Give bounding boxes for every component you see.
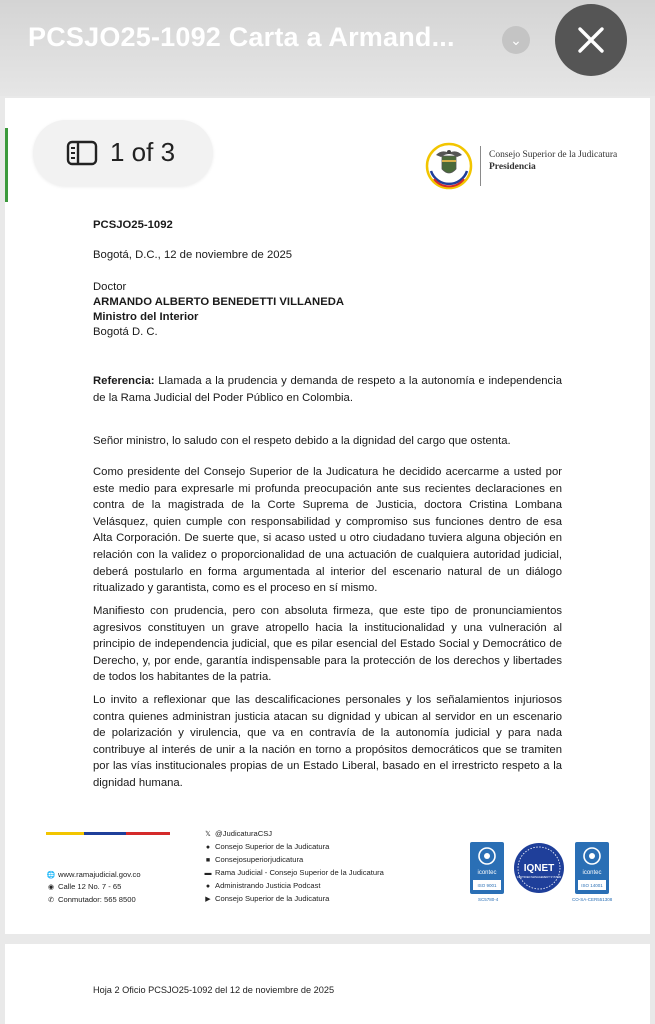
colombia-coat-of-arms-logo [424,141,474,191]
social-link[interactable]: ● Administrando Justicia Podcast [203,881,321,890]
tv-icon: ▬ [204,870,212,877]
page-indicator[interactable] [33,120,213,186]
iqnet-badge [513,842,565,894]
paragraph-3: Lo invito a reflexionar que las descalificaciones personales y los señalamientos injuriosos contra quienes administran justicia atacan su dignidad y ubican al servidor en un escenario de polarización y virulencia, que va en contravía de la autonomía judicial y para nada contribuye al interés de unir a la nación en torno a propósitos democráticos que se tramiten por las vías institucionales propias de un Estado Liberal, basado en el irrestricto respeto a la dignidad humana. [93,694,562,789]
page-2-header: Hoja 2 Oficio PCSJO25-1092 del 12 de noviembre de 2025 [93,985,335,995]
reference-block [93,373,562,406]
page-indicator-text: 1 of 3 [110,137,176,167]
flag-stripe-blue [84,832,126,835]
sidebar-icon [66,140,98,166]
footer-address: ◉ Calle 12 No. 7 - 65 [47,882,122,891]
globe-icon: 🌐 [46,872,56,879]
social-link[interactable]: ▬ Rama Judicial - Consejo Superior de la Judicatura [204,868,384,877]
social-link[interactable]: ■ Consejosuperiorjudicatura [203,855,303,864]
paragraph-1: Como presidente del Consejo Superior de la Judicatura he decidido acercarme a usted por este medio para expresarle mi profunda preocupación ante sus recientes declaraciones en contra de la magistrada de la Corte Suprema de Justicia, doctora Cristina Lombana Velásquez, quien cumple con responsabilidad y compromiso sus funciones dentro de esa Alta Corporación. De suerte que, si acaso usted u otro ciudadano tuviera alguna objeción en relación con la validez o proporcionalidad de una actuación de cualquiera autoridad judicial, deberá postularlo en forma argumentada al interior del escenario natural de un diálogo ritualizado y garantista, como es el proceso en sí mismo. [93,466,562,595]
recipient-role: Ministro del Interior [93,311,199,323]
paragraph-2: Manifiesto con prudencia, pero con absoluta firmeza, que este tipo de pronunciamientos agresivos constituyen un grave atropello hacia la institucionalidad y una vulneración al principio de independencia judicial, que es pilar esencial del Estado Social y Democrático de Derecho, y, por ende, garantía indispensable para la protección de los derechos y libertades de todos los habitantes de la patria. [93,605,562,684]
greeting: Señor ministro, lo saludo con el respeto debido a la dignidad del cargo que ostenta. [93,435,511,447]
flag-stripe-yellow [46,832,84,835]
footer-website[interactable]: 🌐 www.ramajudicial.gov.co [46,870,141,879]
document-page-2 [5,944,650,1024]
chevron-down-icon: ⌄ [510,32,522,48]
podcast-icon: ● [205,883,211,890]
title-dropdown-button[interactable] [502,26,530,54]
icontec-iso9001-badge [470,842,504,894]
location-icon: ◉ [47,884,55,891]
instagram-icon: ■ [205,857,211,864]
social-link[interactable]: 𝕏 @JudicaturaCSJ [203,829,272,838]
reference-code: PCSJO25-1092 [93,219,173,231]
social-link[interactable]: ● Consejo Superior de la Judicatura [203,842,329,851]
icontec-1-code: SC5780-4 [478,897,499,902]
date-line: Bogotá, D.C., 12 de noviembre de 2025 [93,249,293,261]
viewer-top-bar [0,0,655,96]
icontec-iso14001-badge [575,842,609,894]
letterhead-division: Presidencia [489,162,536,172]
icontec-2-iso: ISO 14001 [581,883,603,888]
footer-phone: ✆ Conmutador: 565 8500 [46,895,136,904]
recipient-name: ARMANDO ALBERTO BENEDETTI VILLANEDA [93,296,345,308]
reference-label: Referencia: [93,375,155,387]
close-button[interactable] [555,4,627,76]
facebook-icon: ● [205,844,211,851]
icontec-2-label: icontec [582,870,602,876]
reference-text: Llamada a la prudencia y demanda de respeto a la autonomía e independencia de la Rama Judicial del Poder Público en Colombia. [93,375,563,404]
recipient-city: Bogotá D. C. [93,326,158,338]
iqnet-label: IQNET [523,863,555,874]
letterhead-separator [480,146,481,186]
scroll-position-marker [5,128,8,202]
salutation-title: Doctor [93,281,127,293]
x-icon: 𝕏 [205,831,211,838]
flag-stripe-red [126,832,170,835]
icontec-1-iso: ISO 9001 [477,883,497,888]
icontec-2-code: CO-SA-CER551308 [572,897,613,902]
document-title[interactable]: PCSJO25-1092 Carta a Armand... [28,22,455,52]
icontec-1-label: icontec [477,870,497,876]
iqnet-sub: CERTIFIED MANAGEMENT SYSTEM [516,876,562,879]
social-link[interactable]: ▶ Consejo Superior de la Judicatura [203,894,329,903]
close-icon [577,26,605,54]
phone-icon: ✆ [48,897,54,904]
youtube-icon: ▶ [205,896,211,903]
letterhead-organization: Consejo Superior de la Judicatura [489,150,618,160]
